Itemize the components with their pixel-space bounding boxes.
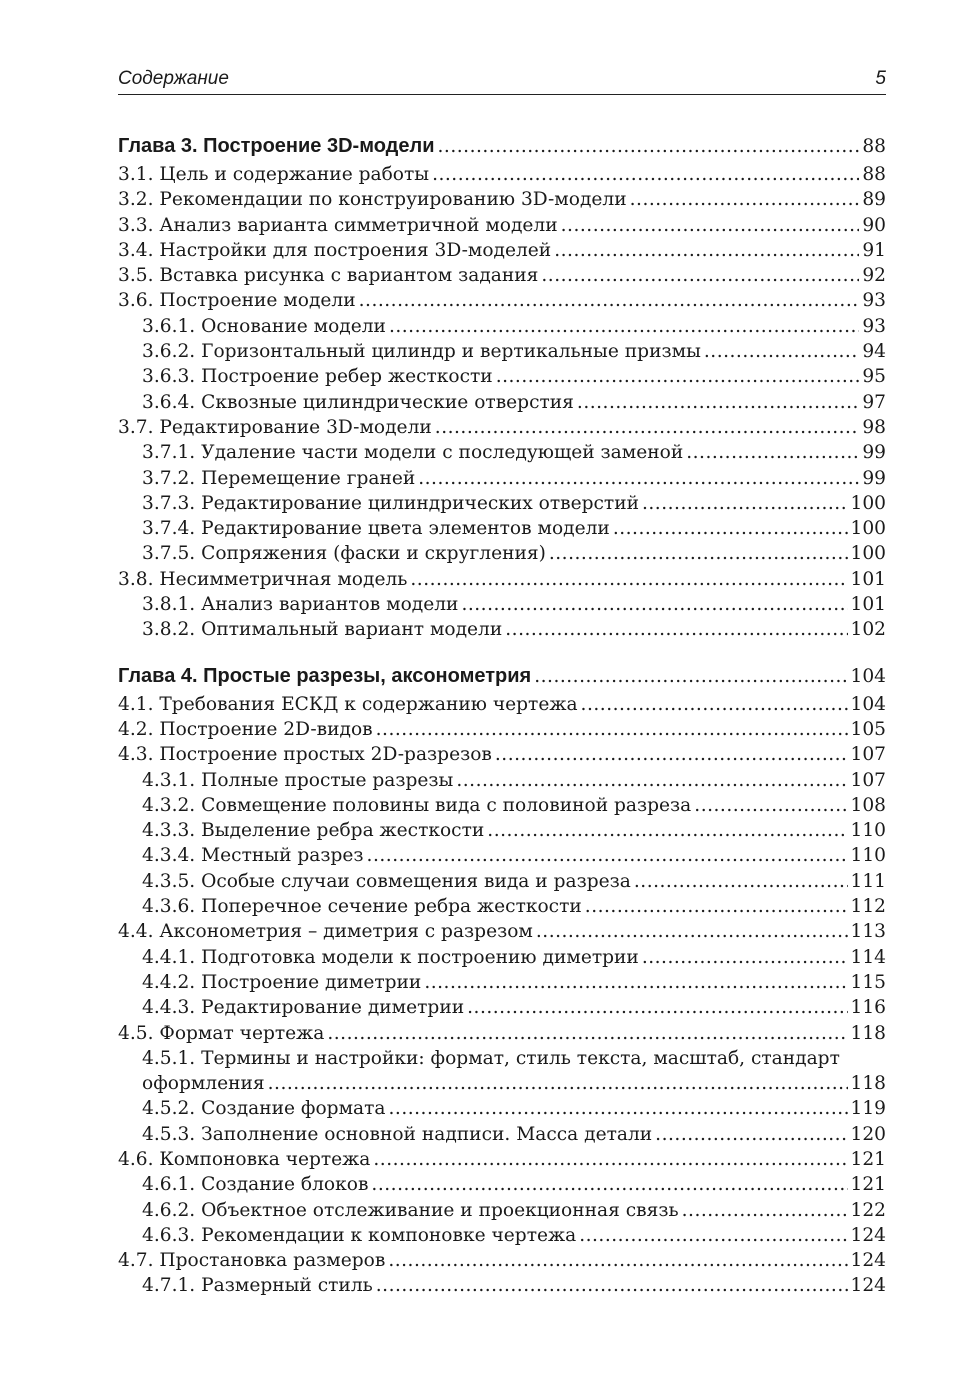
- toc-entry-label: 4.4. Аксонометрия – диметрия с разрезом: [118, 921, 533, 943]
- toc-page-number: 98: [862, 416, 886, 438]
- dot-leader: [371, 1172, 847, 1197]
- dot-leader: [505, 617, 847, 642]
- toc-page-number: 93: [862, 290, 886, 312]
- toc-page-number: 115: [850, 971, 886, 993]
- dot-leader: [554, 238, 859, 263]
- toc-page-number: 124: [850, 1224, 886, 1246]
- toc-subentry[interactable]: [118, 970, 886, 995]
- dot-leader: [373, 1147, 847, 1172]
- toc-subentry[interactable]: [118, 491, 886, 516]
- running-header: [118, 66, 886, 95]
- toc-entry[interactable]: [118, 238, 886, 263]
- toc-page-number: 90: [862, 214, 886, 236]
- toc-entry-label: 3.3. Анализ варианта симметричной модели: [118, 214, 558, 236]
- toc-entry[interactable]: [118, 742, 886, 767]
- toc-entry-label: 4.3.2. Совмещение половины вида с половиной разреза: [142, 794, 692, 816]
- dot-leader: [461, 592, 847, 617]
- toc-entry[interactable]: [118, 288, 886, 313]
- toc-page-number: 112: [850, 896, 886, 918]
- dot-leader: [682, 1198, 848, 1223]
- toc-entry-label: 4.5.2. Создание формата: [142, 1098, 386, 1120]
- toc-page-number: 93: [862, 315, 886, 337]
- toc-entry[interactable]: [118, 1021, 886, 1046]
- dot-leader: [634, 869, 848, 894]
- dot-leader: [367, 843, 848, 868]
- toc-entry-label: 4.5. Формат чертежа: [118, 1022, 325, 1044]
- toc-entry-label: 4.6.2. Объектное отслеживание и проекционная связь: [142, 1199, 679, 1221]
- toc-page-number: 92: [862, 265, 886, 287]
- dot-leader: [686, 440, 859, 465]
- toc-page-number: 118: [850, 1022, 886, 1044]
- toc-entry-label: 4.4.2. Построение диметрии: [142, 971, 422, 993]
- toc-subentry[interactable]: [118, 617, 886, 642]
- toc-page-number: 101: [850, 594, 886, 616]
- dot-leader: [410, 567, 847, 592]
- toc-subentry[interactable]: [118, 894, 886, 919]
- toc-entry[interactable]: [118, 162, 886, 187]
- dot-leader: [642, 491, 848, 516]
- dot-leader: [487, 818, 847, 843]
- dot-leader: [389, 314, 859, 339]
- dot-leader: [456, 768, 847, 793]
- toc-page-number: 100: [850, 518, 886, 540]
- toc-subentry[interactable]: [118, 945, 886, 970]
- toc-entry-label: 4.2. Построение 2D-видов: [118, 718, 373, 740]
- dot-leader: [642, 945, 848, 970]
- dot-leader: [704, 339, 859, 364]
- toc-page-number: 107: [850, 769, 886, 791]
- toc-entry-label: 3.7.5. Сопряжения (фаски и скругления): [142, 543, 546, 565]
- toc-entry-label: 3.7. Редактирование 3D-модели: [118, 416, 432, 438]
- toc-entry-label: 4.3.6. Поперечное сечение ребра жесткости: [142, 896, 582, 918]
- toc-entry-label: 3.7.2. Перемещение граней: [142, 467, 416, 489]
- toc-subentry[interactable]: [118, 339, 886, 364]
- dot-leader: [561, 213, 860, 238]
- toc-entry-label: 3.2. Рекомендации по конструированию 3D-модели: [118, 189, 627, 211]
- toc-entry-label: 3.8. Несимметричная модель: [118, 568, 408, 590]
- toc-page-number: 120: [850, 1123, 886, 1145]
- toc-page-number: 124: [850, 1250, 886, 1272]
- dot-leader: [577, 390, 859, 415]
- toc-page-number: 104: [850, 665, 886, 687]
- dot-leader: [585, 894, 848, 919]
- toc-chapter-4[interactable]: [118, 660, 886, 692]
- toc-entry-label: 4.4.1. Подготовка модели к построению диметрии: [142, 946, 639, 968]
- dot-leader: [536, 919, 848, 944]
- dot-leader: [495, 742, 848, 767]
- toc-page-number: 116: [850, 997, 886, 1019]
- toc-entry-label: 3.7.3. Редактирование цилиндрических отверстий: [142, 492, 639, 514]
- toc-entry-label: 3.7.4. Редактирование цвета элементов модели: [142, 518, 610, 540]
- toc-page-number: 121: [850, 1174, 886, 1196]
- toc-page-number: 94: [862, 341, 886, 363]
- toc-page-number: 91: [862, 239, 886, 261]
- toc-subentry[interactable]: [118, 1273, 886, 1298]
- toc-subentry[interactable]: [118, 541, 886, 566]
- toc-entry[interactable]: [118, 1248, 886, 1273]
- toc-entry-label: 4.3.1. Полные простые разрезы: [142, 769, 454, 791]
- toc-page-number: 99: [862, 467, 886, 489]
- toc-entry[interactable]: [118, 692, 886, 717]
- toc-page-number: 101: [850, 568, 886, 590]
- toc-page-number: 97: [862, 391, 886, 413]
- dot-leader: [268, 1071, 848, 1096]
- dot-leader: [424, 970, 847, 995]
- toc-subentry[interactable]: [118, 1172, 886, 1197]
- toc-entry[interactable]: [118, 1147, 886, 1172]
- toc-page-number: 118: [850, 1073, 886, 1095]
- dot-leader: [359, 288, 860, 313]
- toc-subentry[interactable]: [118, 1096, 886, 1121]
- toc-chapter-label: Глава 3. Построение 3D-модели: [118, 135, 435, 157]
- toc-subentry[interactable]: [118, 793, 886, 818]
- dot-leader: [432, 162, 859, 187]
- dot-leader: [388, 1248, 847, 1273]
- toc-entry[interactable]: [118, 187, 886, 212]
- toc-page-number: 107: [850, 744, 886, 766]
- toc-entry-label: 3.8.2. Оптимальный вариант модели: [142, 619, 503, 641]
- toc-page-number: 89: [862, 189, 886, 211]
- dot-leader: [694, 793, 847, 818]
- toc-entry-label: 4.6.3. Рекомендации к компоновке чертежа: [142, 1224, 577, 1246]
- toc-entry-label: 4.4.3. Редактирование диметрии: [142, 997, 465, 1019]
- toc-subentry[interactable]: [118, 843, 886, 868]
- toc-entry-label: 4.3. Построение простых 2D-разрезов: [118, 744, 492, 766]
- toc-page-number: 110: [850, 845, 886, 867]
- toc-subentry[interactable]: [118, 1198, 886, 1223]
- toc-page-number: 95: [862, 366, 886, 388]
- toc-page-number: 105: [850, 718, 886, 740]
- toc-entry-label: 4.7. Простановка размеров: [118, 1250, 386, 1272]
- toc-entry-label: 4.3.3. Выделение ребра жесткости: [142, 820, 485, 842]
- dot-leader: [327, 1021, 847, 1046]
- dot-leader: [438, 131, 860, 163]
- toc-entry-label: 4.6.1. Создание блоков: [142, 1174, 369, 1196]
- toc-page-number: 88: [862, 164, 886, 185]
- toc-subentry[interactable]: [118, 869, 886, 894]
- toc-entry[interactable]: [118, 717, 886, 742]
- toc-page-number: 119: [850, 1098, 886, 1120]
- toc-entry-label: 3.6. Построение модели: [118, 290, 356, 312]
- toc-entry-label-continuation: оформления: [142, 1073, 265, 1095]
- dot-leader: [467, 995, 847, 1020]
- dot-leader: [534, 661, 847, 693]
- toc-subentry[interactable]: [118, 592, 886, 617]
- toc-subentry[interactable]: [118, 314, 886, 339]
- toc-entry-label: 3.5. Вставка рисунка с вариантом задания: [118, 265, 539, 287]
- dot-leader: [496, 364, 860, 389]
- dot-leader: [655, 1122, 847, 1147]
- toc-subentry[interactable]: [118, 364, 886, 389]
- toc-entry[interactable]: [118, 919, 886, 944]
- toc-entry-label: 4.7.1. Размерный стиль: [142, 1275, 373, 1297]
- toc-page-number: 88: [862, 136, 886, 157]
- toc-page-number: 110: [850, 820, 886, 842]
- dot-leader: [541, 263, 859, 288]
- toc-entry-label: 4.5.1. Термины и настройки: формат, стиль текста, масштаб, стандарт: [142, 1047, 840, 1069]
- toc-chapter-label: Глава 4. Простые разрезы, аксонометрия: [118, 664, 532, 687]
- toc-subentry[interactable]: [118, 818, 886, 843]
- toc-entry-label: 3.7.1. Удаление части модели с последующей заменой: [142, 442, 684, 464]
- toc-page-number: 100: [850, 543, 886, 565]
- header-page-number: 5: [875, 68, 886, 89]
- toc-page-number: 121: [850, 1148, 886, 1170]
- dot-leader: [549, 541, 848, 566]
- toc-subentry[interactable]: [118, 768, 886, 793]
- dot-leader: [581, 692, 848, 717]
- toc-entry[interactable]: [118, 263, 886, 288]
- toc-subentry-wrapped-continuation[interactable]: [118, 1071, 886, 1096]
- toc-page-number: 111: [850, 870, 886, 892]
- toc-chapter-3[interactable]: [118, 130, 886, 162]
- toc-entry[interactable]: [118, 213, 886, 238]
- toc-subentry[interactable]: [118, 1122, 886, 1147]
- toc-subentry[interactable]: [118, 516, 886, 541]
- toc-entry-label: 3.6.2. Горизонтальный цилиндр и вертикальные призмы: [142, 341, 701, 363]
- toc-page-number: 113: [850, 921, 886, 943]
- toc-subentry[interactable]: [118, 1223, 886, 1248]
- dot-leader: [376, 717, 848, 742]
- toc-subentry[interactable]: [118, 466, 886, 491]
- toc-subentry-wrapped-first-line[interactable]: [118, 1046, 886, 1071]
- toc-entry-label: 4.5.3. Заполнение основной надписи. Масса детали: [142, 1123, 653, 1145]
- toc-entry-label: 3.6.3. Построение ребер жесткости: [142, 366, 493, 388]
- toc-page-number: 124: [850, 1275, 886, 1297]
- dot-leader: [579, 1223, 847, 1248]
- toc-subentry[interactable]: [118, 390, 886, 415]
- toc-page-number: 99: [862, 442, 886, 464]
- toc-entry-label: 3.6.1. Основание модели: [142, 315, 386, 337]
- toc-entry-label: 4.6. Компоновка чертежа: [118, 1148, 371, 1170]
- toc-entry-label: 3.8.1. Анализ вариантов модели: [142, 594, 459, 616]
- toc-entry[interactable]: [118, 567, 886, 592]
- toc-subentry[interactable]: [118, 440, 886, 465]
- toc-entry-label: 3.1. Цель и содержание работы: [118, 164, 430, 185]
- dot-leader: [613, 516, 848, 541]
- toc-subentry[interactable]: [118, 995, 886, 1020]
- dot-leader: [418, 466, 859, 491]
- dot-leader: [376, 1273, 848, 1298]
- dot-leader: [630, 187, 860, 212]
- toc-page-number: 108: [850, 794, 886, 816]
- toc-entry[interactable]: [118, 415, 886, 440]
- toc-page-number: 102: [850, 619, 886, 641]
- toc-page-number: 104: [850, 693, 886, 715]
- toc-entry-label: 4.1. Требования ЕСКД к содержанию чертежа: [118, 693, 578, 715]
- toc-page-number: 100: [850, 492, 886, 514]
- toc-page-number: 122: [850, 1199, 886, 1221]
- dot-leader: [435, 415, 860, 440]
- toc-entry-label: 4.3.4. Местный разрез: [142, 845, 364, 867]
- toc-entry-label: 4.3.5. Особые случаи совмещения вида и разреза: [142, 870, 631, 892]
- dot-leader: [389, 1096, 848, 1121]
- table-of-contents: [118, 130, 886, 1299]
- toc-entry-label: 3.4. Настройки для построения 3D-моделей: [118, 239, 552, 261]
- toc-entry-label: 3.6.4. Сквозные цилиндрические отверстия: [142, 391, 574, 413]
- toc-page-number: 114: [850, 946, 886, 968]
- header-title: Содержание: [118, 68, 229, 89]
